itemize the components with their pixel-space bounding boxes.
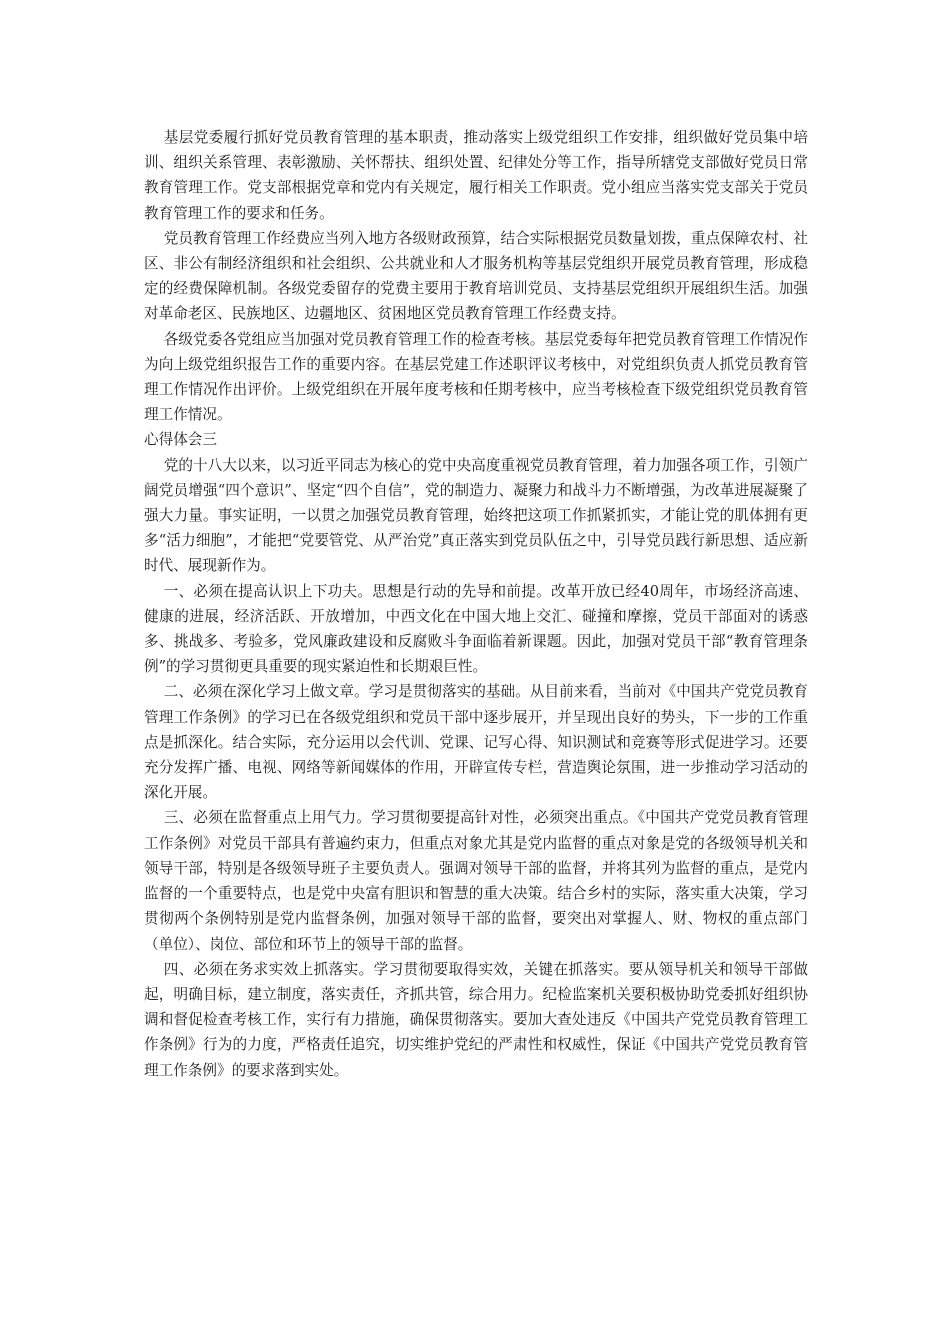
paragraph: 一、必须在提高认识上下功夫。思想是行动的先导和前提。改革开放已经40周年，市场经济高速、健康的进展，经济活跃、开放增加，中西文化在中国大地上交汇、碰撞和摩擦，党员干部面对的诱惑多、挑战多、考验多，党风廉政建设和反腐败斗争面临着新课题。因此，加强对党员干部“教育管理条例”的学习贯彻更具重要的现实紧迫性和长期艰巨性。 bbox=[144, 582, 808, 676]
paragraph: 三、必须在监督重点上用气力。学习贯彻要提高针对性，必须突出重点。《中国共产党党员教育管理工作条例》对党员干部具有普遍约束力，但重点对象尤其是党内监督的重点对象是党的各级领导机关和领导干部，特别是各级领导班子主要负责人。强调对领导干部的监督，并将其列为监督的重点，是党内监督的一个重要特点，也是党中央富有胆识和智慧的重大决策。结合乡村的实际，落实重大决策，学习贯彻两个条例特别是党内监督条例，加强对领导干部的监督，要突出对掌握人、财、物权的重点部门（单位）、岗位、部位和环节上的领导干部的监督。 bbox=[144, 809, 808, 953]
paragraph: 二、必须在深化学习上做文章。学习是贯彻落实的基础。从目前来看，当前对《中国共产党党员教育管理工作条例》的学习已在各级党组织和党员干部中逐步展开，并呈现出良好的势头，下一步的工作重点是抓深化。结合实际，充分运用以会代训、党课、记写心得、知识测试和竞赛等形式促进学习。还要充分发挥广播、电视、网络等新闻媒体的作用，开辟宣传专栏，营造舆论氛围，进一步推动学习活动的深化开展。 bbox=[144, 683, 808, 802]
paragraph: 四、必须在务求实效上抓落实。学习贯彻要取得实效，关键在抓落实。要从领导机关和领导干部做起，明确目标，建立制度，落实责任，齐抓共管，综合用力。纪检监案机关要积极协助党委抓好组织协调和督促检查考核工作，实行有力措施，确保贯彻落实。要加大查处违反《中国共产党党员教育管理工作条例》行为的力度，严格责任追究，切实维护党纪的严肃性和权威性，保证《中国共产党党员教育管理工作条例》的要求落到实处。 bbox=[144, 960, 808, 1079]
document-body bbox=[144, 125, 808, 1083]
paragraph: 各级党委各党组应当加强对党员教育管理工作的检查考核。基层党委每年把党员教育管理工作情况作为向上级党组织报告工作的重要内容。在基层党建工作述职评议考核中，对党组织负责人抓党员教育管理工作情况作出评价。上级党组织在开展年度考核和任期考核中，应当考核检查下级党组织党员教育管理工作情况。 bbox=[144, 330, 808, 424]
paragraph: 基层党委履行抓好党员教育管理的基本职责，推动落实上级党组织工作安排，组织做好党员集中培训、组织关系管理、表彰激励、关怀帮扶、组织处置、纪律处分等工作，指导所辖党支部做好党员日常教育管理工作。党支部根据党章和党内有关规定，履行相关工作职责。党小组应当落实党支部关于党员教育管理工作的要求和任务。 bbox=[144, 129, 808, 222]
section-heading: 心得体会三 bbox=[144, 431, 217, 449]
paragraph: 党员教育管理工作经费应当列入地方各级财政预算，结合实际根据党员数量划拨，重点保障农村、社区、非公有制经济组织和社会组织、公共就业和人才服务机构等基层党组织开展党员教育管理，形成稳定的经费保障机制。各级党委留存的党费主要用于教育培训党员、支持基层党组织开展组织生活。加强对革命老区、民族地区、边疆地区、贫困地区党员教育管理工作经费支持。 bbox=[144, 229, 808, 323]
paragraph: 党的十八大以来，以习近平同志为核心的党中央高度重视党员教育管理，着力加强各项工作，引领广阔党员增强“四个意识”、坚定“四个自信”，党的制造力、凝聚力和战斗力不断增强，为改革进展凝聚了强大力量。事实证明，一以贯之加强党员教育管理，始终把这项工作抓紧抓实，才能让党的肌体拥有更多“活力细胞”，才能把“党要管党、从严治党”真正落实到党员队伍之中，引导党员践行新思想、适应新时代、展现新作为。 bbox=[144, 456, 808, 575]
